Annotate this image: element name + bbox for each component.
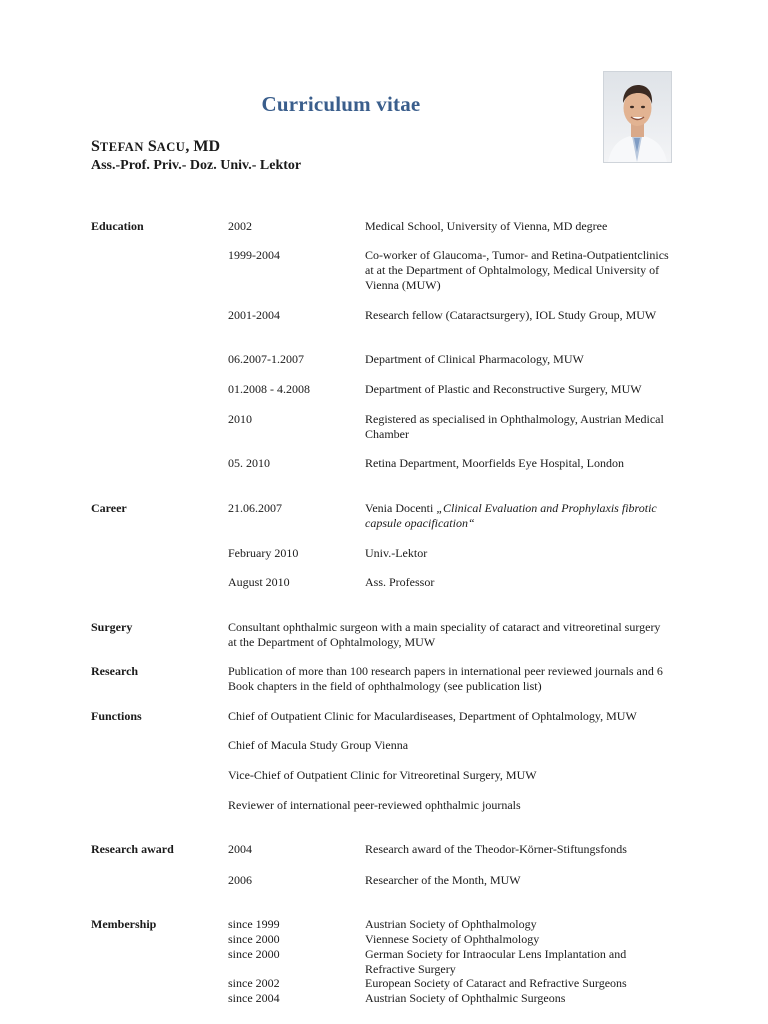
membership-date: since 2002 [228, 976, 280, 990]
education-date: 06.2007-1.2007 [228, 352, 304, 366]
career-entry: Univ.-Lektor [365, 546, 428, 560]
education-entry: Research fellow (Cataractsurgery), IOL Study Group, MUW [365, 308, 657, 322]
function-item: Chief of Outpatient Clinic for Maculardiseases, Department of Ophtalmology, MUW [228, 709, 637, 723]
habilitation-title: „Clinical Evaluation and Prophylaxis fibrotic capsule opacification“ [365, 501, 657, 530]
name-initial-first: S [91, 138, 100, 155]
document-title: Curriculum vitae [261, 92, 421, 116]
section-label-career: Career [91, 501, 127, 515]
section-label-surgery: Surgery [91, 620, 133, 634]
section-label-membership: Membership [91, 917, 157, 931]
membership-entry: European Society of Cataract and Refractive Surgeons [365, 976, 627, 990]
function-item: Chief of Macula Study Group Vienna [228, 738, 409, 752]
name-first-rest: TEFAN [99, 140, 144, 154]
education-entry: Department of Clinical Pharmacology, MUW [365, 352, 584, 366]
career-entry [365, 501, 675, 531]
membership-date: since 2000 [228, 947, 280, 961]
education-date: 2010 [228, 412, 252, 426]
function-item: Vice-Chief of Outpatient Clinic for Vitreoretinal Surgery, MUW [228, 768, 537, 782]
career-entry: Ass. Professor [365, 575, 435, 589]
name-initial-last: S [147, 138, 157, 155]
career-date: February 2010 [228, 546, 299, 560]
function-item: Reviewer of international peer-reviewed ophthalmic journals [228, 798, 521, 812]
membership-date: since 2004 [228, 991, 280, 1005]
membership-entry: Austrian Society of Ophthalmology [365, 917, 537, 931]
academic-title: Ass.-Prof. Priv.- Doz. Univ.- Lektor [91, 158, 302, 173]
person-name [91, 138, 220, 156]
education-date: 01.2008 - 4.2008 [228, 382, 310, 396]
award-date: 2004 [228, 842, 252, 856]
membership-entry: German Society for Intraocular Lens Implantation and Refractive Surgery [365, 947, 627, 976]
career-date: 21.06.2007 [228, 501, 282, 515]
education-entry: Medical School, University of Vienna, MD degree [365, 219, 608, 233]
membership-entry: Viennese Society of Ophthalmology [365, 932, 540, 946]
section-label-research: Research [91, 664, 139, 678]
research-description: Publication of more than 100 research papers in international peer reviewed journals and 6 Book chapters in the field of ophthalmology (see publication list) [228, 664, 663, 693]
name-suffix: , MD [185, 138, 220, 155]
education-entry: Co-worker of Glaucoma-, Tumor- and Retina-Outpatientclinics at at the Department of Ophtalmology, Medical University of Vienna (MUW) [365, 248, 669, 292]
surgery-description: Consultant ophthalmic surgeon with a main speciality of cataract and vitreoretinal surgery at the Department of Ophtalmology, MUW [228, 620, 661, 649]
education-date: 1999-2004 [228, 248, 280, 262]
membership-entry: Austrian Society of Ophthalmic Surgeons [365, 991, 566, 1005]
section-label-research-award: Research award [91, 842, 174, 856]
section-label-education: Education [91, 219, 144, 233]
award-date: 2006 [228, 873, 252, 887]
education-date: 2001-2004 [228, 308, 280, 322]
award-entry: Research award of the Theodor-Körner-Stiftungsfonds [365, 842, 627, 856]
section-label-functions: Functions [91, 709, 142, 723]
education-date: 05. 2010 [228, 456, 270, 470]
career-entry-prefix: Venia Docenti [365, 501, 437, 515]
portrait-photo [603, 71, 672, 163]
career-date: August 2010 [228, 575, 290, 589]
education-date: 2002 [228, 219, 252, 233]
name-last-rest: ACU [156, 140, 186, 154]
education-entry: Retina Department, Moorfields Eye Hospital, London [365, 456, 624, 470]
membership-date: since 2000 [228, 932, 280, 946]
education-entry: Department of Plastic and Reconstructive Surgery, MUW [365, 382, 642, 396]
membership-date: since 1999 [228, 917, 280, 931]
award-entry: Researcher of the Month, MUW [365, 873, 521, 887]
education-entry: Registered as specialised in Ophthalmology, Austrian Medical Chamber [365, 412, 664, 441]
portrait-image [604, 72, 671, 162]
